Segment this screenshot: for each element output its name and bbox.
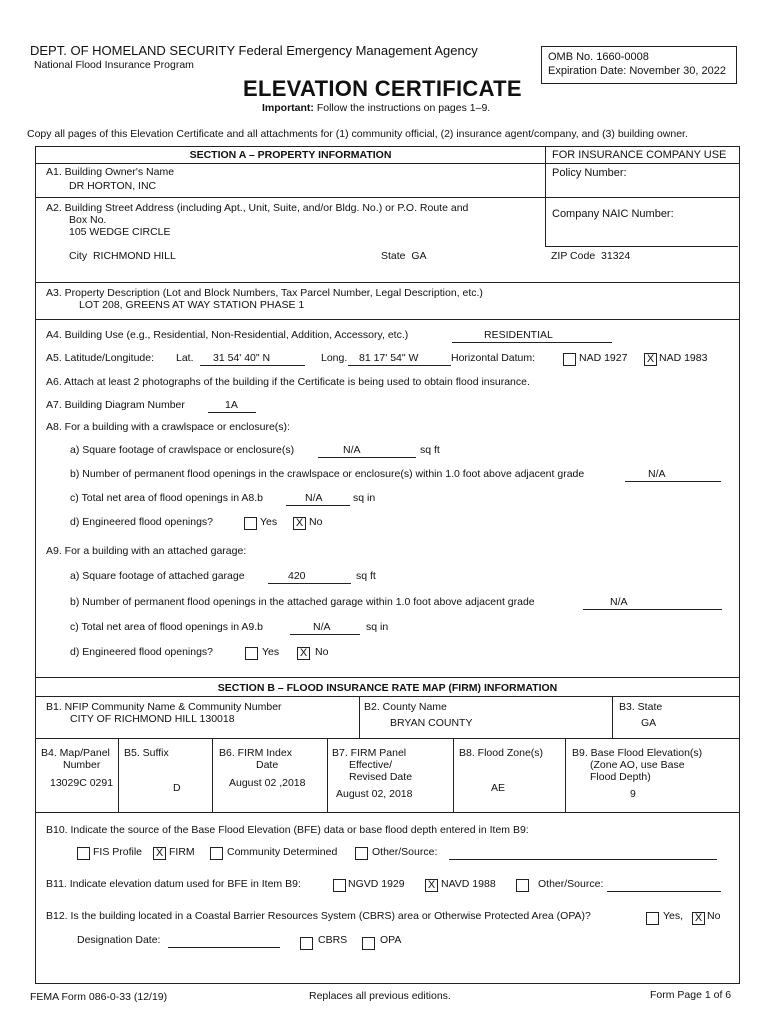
b3-label: B3. State (619, 701, 663, 713)
b4-label-cont: Number (63, 759, 101, 771)
b12-yes-label: Yes, (663, 910, 684, 922)
nad1927-checkbox[interactable] (563, 353, 576, 366)
a1-owner-name[interactable]: DR HORTON, INC (69, 180, 157, 192)
agency-name: Federal Emergency Management Agency (238, 43, 478, 58)
b11-ngvd-label: NGVD 1929 (348, 878, 405, 890)
a9d-no-checkbox[interactable]: X (297, 647, 310, 660)
divider (36, 163, 739, 164)
b1-community[interactable]: CITY OF RICHMOND HILL 130018 (70, 713, 235, 725)
a9b-label: b) Number of permanent flood openings in the attached garage within 1.0 foot above adjacent grade (70, 596, 535, 608)
a9b-value[interactable]: N/A (610, 596, 628, 608)
a8d-label: d) Engineered flood openings? (70, 516, 214, 528)
b6-label-cont: Date (256, 759, 279, 771)
a9c-unit: sq in (366, 621, 389, 633)
state-field (381, 250, 427, 262)
naic-label: Company NAIC Number: (552, 208, 674, 220)
divider (36, 197, 739, 198)
form-number: FEMA Form 086-0-33 (12/19) (30, 991, 168, 1003)
page-number: Form Page 1 of 6 (650, 989, 732, 1001)
a8a-unit: sq ft (420, 444, 440, 456)
omb-box (541, 46, 737, 84)
a3-label: A3. Property Description (Lot and Block Numbers, Tax Parcel Number, Legal Description, etc.) (46, 287, 483, 299)
zip-label: ZIP Code (551, 250, 596, 262)
divider (545, 246, 738, 247)
b7-label-cont: Effective/ (349, 759, 392, 771)
b4-label: B4. Map/Panel (41, 747, 110, 759)
important-label: Important: (262, 102, 314, 114)
city-field (69, 250, 176, 262)
designation-date-field[interactable] (168, 947, 280, 948)
b10-fis-label: FIS Profile (93, 846, 143, 858)
a9b-underline (583, 609, 722, 610)
long-underline (348, 365, 451, 366)
a7-label: A7. Building Diagram Number (46, 399, 185, 411)
a8d-no-checkbox[interactable]: X (293, 517, 306, 530)
replaces-note: Replaces all previous editions. (309, 990, 451, 1002)
zip-value[interactable]: 31324 (601, 250, 631, 262)
a7-underline (208, 412, 256, 413)
divider (36, 812, 739, 813)
a8a-label: a) Square footage of crawlspace or enclosure(s) (70, 444, 295, 456)
omb-number: OMB No. 1660-0008 (548, 51, 649, 63)
a8b-value[interactable]: N/A (648, 468, 666, 480)
b4-map-panel[interactable]: 13029C 0291 (50, 777, 114, 789)
b10-other-source-field[interactable] (449, 859, 717, 860)
nad1983-checkbox[interactable]: X (644, 353, 657, 366)
longitude-value[interactable]: 81 17' 54" W (359, 352, 419, 364)
a9c-label: c) Total net area of flood openings in A9.b (70, 621, 264, 633)
dept-name: DEPT. OF HOMELAND SECURITY (30, 43, 235, 58)
a9a-unit: sq ft (356, 570, 376, 582)
a9a-label: a) Square footage of attached garage (70, 570, 245, 582)
a9d-yes-label: Yes (262, 646, 280, 658)
a8b-underline (625, 481, 721, 482)
lat-label: Lat. (176, 352, 194, 364)
b11-other-label: Other/Source: (538, 878, 604, 890)
divider (612, 697, 613, 738)
b11-label: B11. Indicate elevation datum used for BFE in Item B9: (46, 878, 301, 890)
a8a-value[interactable]: N/A (343, 444, 361, 456)
a9d-label: d) Engineered flood openings? (70, 646, 214, 658)
divider (36, 319, 739, 320)
b11-navd-label: NAVD 1988 (441, 878, 496, 890)
nad1927-label: NAD 1927 (579, 352, 628, 364)
b6-label: B6. FIRM Index (219, 747, 292, 759)
a8-label: A8. For a building with a crawlspace or enclosure(s): (46, 421, 290, 433)
divider (36, 696, 739, 697)
important-text: Follow the instructions on pages 1–9. (316, 102, 491, 114)
divider (36, 738, 739, 739)
b8-flood-zone[interactable]: AE (491, 782, 506, 794)
cbrs-label: CBRS (318, 934, 348, 946)
b6-firm-index-date[interactable]: August 02 ,2018 (229, 777, 306, 789)
a9d-no-label: No (315, 646, 329, 658)
divider (453, 739, 454, 812)
a9d-yes-checkbox[interactable] (245, 647, 258, 660)
b9-label-cont: Flood Depth) (590, 771, 651, 783)
b11-other-source-field[interactable] (607, 891, 721, 892)
a4-building-use[interactable]: RESIDENTIAL (484, 329, 553, 341)
section-b-title: SECTION B – FLOOD INSURANCE RATE MAP (FIRM) INFORMATION (217, 682, 558, 694)
a5-label: A5. Latitude/Longitude: (46, 352, 155, 364)
a8b-label: b) Number of permanent flood openings in the crawlspace or enclosure(s) within 1.0 foot above adjacent grade (70, 468, 585, 480)
b9-label-cont: (Zone AO, use Base (590, 759, 685, 771)
city-value[interactable]: RICHMOND HILL (92, 250, 176, 262)
b11-ngvd-checkbox[interactable] (333, 879, 346, 892)
a8c-value[interactable]: N/A (305, 492, 323, 504)
a2-street-address[interactable]: 105 WEDGE CIRCLE (69, 226, 171, 238)
b10-label: B10. Indicate the source of the Base Flood Elevation (BFE) data or base flood depth entered in Item B9: (46, 824, 529, 836)
b2-label: B2. County Name (364, 701, 447, 713)
b9-bfe[interactable]: 9 (630, 788, 636, 800)
divider (565, 739, 566, 812)
b3-state[interactable]: GA (641, 717, 657, 729)
program-name: National Flood Insurance Program (34, 59, 194, 71)
b11-navd-checkbox[interactable]: X (425, 879, 438, 892)
state-label: State (381, 250, 406, 262)
a2-label: A2. Building Street Address (including Apt., Unit, Suite, and/or Bldg. No.) or P.O. Route and (46, 202, 469, 214)
a8d-no-label: No (309, 516, 323, 528)
b7-label: B7. FIRM Panel (332, 747, 407, 759)
a9-label: A9. For a building with an attached garage: (46, 545, 247, 557)
b10-fis-checkbox[interactable] (77, 847, 90, 860)
a8c-label: c) Total net area of flood openings in A8.b (70, 492, 264, 504)
b9-label: B9. Base Flood Elevation(s) (572, 747, 703, 759)
policy-number-label: Policy Number: (552, 167, 627, 179)
divider (212, 739, 213, 812)
a8d-yes-checkbox[interactable] (244, 517, 257, 530)
b12-label: B12. Is the building located in a Coastal Barrier Resources System (CBRS) area or Otherwise Protected Area (OPA)? (46, 910, 591, 922)
cbrs-checkbox[interactable] (300, 937, 313, 950)
opa-label: OPA (380, 934, 402, 946)
divider (359, 697, 360, 738)
city-label: City (69, 250, 88, 262)
insurance-use-header: FOR INSURANCE COMPANY USE (552, 149, 727, 161)
a9c-value[interactable]: N/A (313, 621, 331, 633)
b10-other-checkbox[interactable] (355, 847, 368, 860)
lat-underline (200, 365, 305, 366)
state-value[interactable]: GA (411, 250, 427, 262)
b11-other-checkbox[interactable] (516, 879, 529, 892)
important-note (262, 102, 490, 114)
a6-text: A6. Attach at least 2 photographs of the building if the Certificate is being used to obtain flood insurance. (46, 376, 530, 388)
b10-community-checkbox[interactable] (210, 847, 223, 860)
a8c-underline (286, 505, 350, 506)
b7-label-cont: Revised Date (349, 771, 413, 783)
a4-label: A4. Building Use (e.g., Residential, Non-Residential, Addition, Accessory, etc.) (46, 329, 409, 341)
b2-county[interactable]: BRYAN COUNTY (390, 717, 473, 729)
b8-label: B8. Flood Zone(s) (459, 747, 544, 759)
divider (118, 739, 119, 812)
copy-note: Copy all pages of this Elevation Certificate and all attachments for (1) community official, (2) insurance agent/company, and (3) building owner. (27, 128, 688, 140)
datum-label: Horizontal Datum: (451, 352, 536, 364)
page-title: ELEVATION CERTIFICATE (243, 76, 522, 101)
a7-diagram-number[interactable]: 1A (225, 399, 238, 411)
latitude-value[interactable]: 31 54' 40" N (213, 352, 271, 364)
a1-label: A1. Building Owner's Name (46, 166, 175, 178)
a8c-unit: sq in (353, 492, 376, 504)
b1-label: B1. NFIP Community Name & Community Number (46, 701, 282, 713)
a9a-value[interactable]: 420 (288, 570, 306, 582)
b5-suffix[interactable]: D (173, 782, 181, 794)
b10-firm-checkbox[interactable]: X (153, 847, 166, 860)
zip-field (551, 250, 630, 262)
a3-property-description[interactable]: LOT 208, GREENS AT WAY STATION PHASE 1 (79, 299, 305, 311)
b10-community-label: Community Determined (227, 846, 338, 858)
a9c-underline (290, 634, 360, 635)
a9a-underline (268, 583, 351, 584)
b12-yes-checkbox[interactable] (646, 912, 659, 925)
section-a-title: SECTION A – PROPERTY INFORMATION (189, 149, 392, 161)
b7-panel-date[interactable]: August 02, 2018 (336, 788, 413, 800)
b12-no-label: No (707, 910, 721, 922)
designation-date-label: Designation Date: (77, 934, 161, 946)
divider (36, 282, 739, 283)
b10-other-label: Other/Source: (372, 846, 438, 858)
a2-label-cont: Box No. (69, 214, 107, 226)
b12-no-checkbox[interactable]: X (692, 912, 705, 925)
a8a-underline (318, 457, 416, 458)
b5-label: B5. Suffix (124, 747, 169, 759)
long-label: Long. (321, 352, 348, 364)
nad1983-label: NAD 1983 (659, 352, 708, 364)
expiration-date: Expiration Date: November 30, 2022 (548, 65, 726, 77)
opa-checkbox[interactable] (362, 937, 375, 950)
divider (327, 739, 328, 812)
a8d-yes-label: Yes (260, 516, 278, 528)
b10-firm-label: FIRM (169, 846, 195, 858)
header-agency-line (30, 43, 478, 58)
a4-underline (452, 342, 612, 343)
